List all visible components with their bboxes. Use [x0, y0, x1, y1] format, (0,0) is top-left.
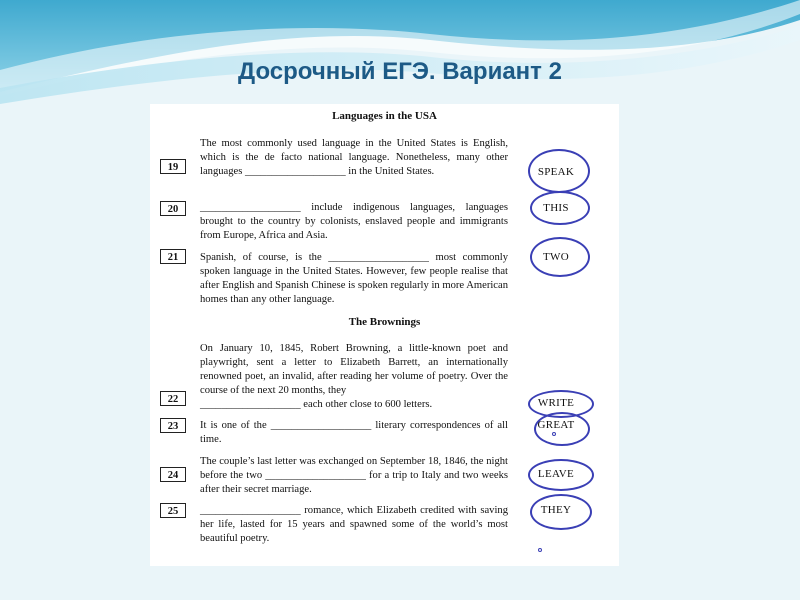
task-text-21: Spanish, of course, is the ___________________ most commonly spoken language in the United States. However, few people realise that after English and Spanish Chinese is spoken regularly in more American homes than any other language. — [200, 252, 508, 305]
cue-word-21: TWO — [543, 251, 569, 263]
cue-word-22: WRITE — [537, 397, 575, 409]
task-text-20: ___________________ include indigenous languages, languages brought to the country by colonists, enslaved people and immigrants from Europe, Africa and Asia. — [200, 202, 508, 241]
slide-title: Досрочный ЕГЭ. Вариант 2 — [238, 58, 562, 85]
section-heading-languages: Languages in the USA — [332, 110, 437, 122]
task-number-20: 20 — [160, 201, 186, 216]
task-number-21: 21 — [160, 249, 186, 264]
cue-word-23: GREAT — [537, 419, 575, 431]
task-number-22: 22 — [160, 391, 186, 406]
ink-dot — [538, 548, 542, 552]
task-text-19: The most commonly used language in the United States is English, which is the de facto national language. Nonetheless, many other languages ___________________ in the United States. — [200, 138, 508, 177]
section-heading-brownings: The Brownings — [348, 316, 421, 328]
ink-dot — [552, 432, 556, 436]
task-text-24: The couple’s last letter was exchanged on September 18, 1846, the night before the two ___________________ for a trip to Italy and two weeks after their secret marriage. — [200, 456, 508, 495]
task-number-24: 24 — [160, 467, 186, 482]
passage-intro-brownings: On January 10, 1845, Robert Browning, a little-known poet and playwright, sent a letter to Elizabeth Barrett, an internationally renowned poet, an invalid, after reading her volume of poetry. Over the course of the next 20 months, they — [200, 343, 508, 396]
cue-word-24: LEAVE — [537, 468, 575, 480]
exam-sheet — [150, 104, 619, 566]
task-number-19: 19 — [160, 159, 186, 174]
task-number-23: 23 — [160, 418, 186, 433]
cue-word-25: THEY — [540, 504, 572, 516]
task-text-22: ___________________ each other close to 600 letters. — [200, 399, 433, 410]
task-text-23: It is one of the ___________________ literary correspondences of all time. — [200, 420, 508, 445]
task-number-25: 25 — [160, 503, 186, 518]
task-text-25: ___________________ romance, which Elizabeth credited with saving her life, lasted for 15 years and spawned some of the world’s most beautiful poetry. — [200, 505, 508, 544]
cue-word-19: SPEAK — [537, 166, 575, 178]
cue-word-20: THIS — [543, 202, 569, 214]
